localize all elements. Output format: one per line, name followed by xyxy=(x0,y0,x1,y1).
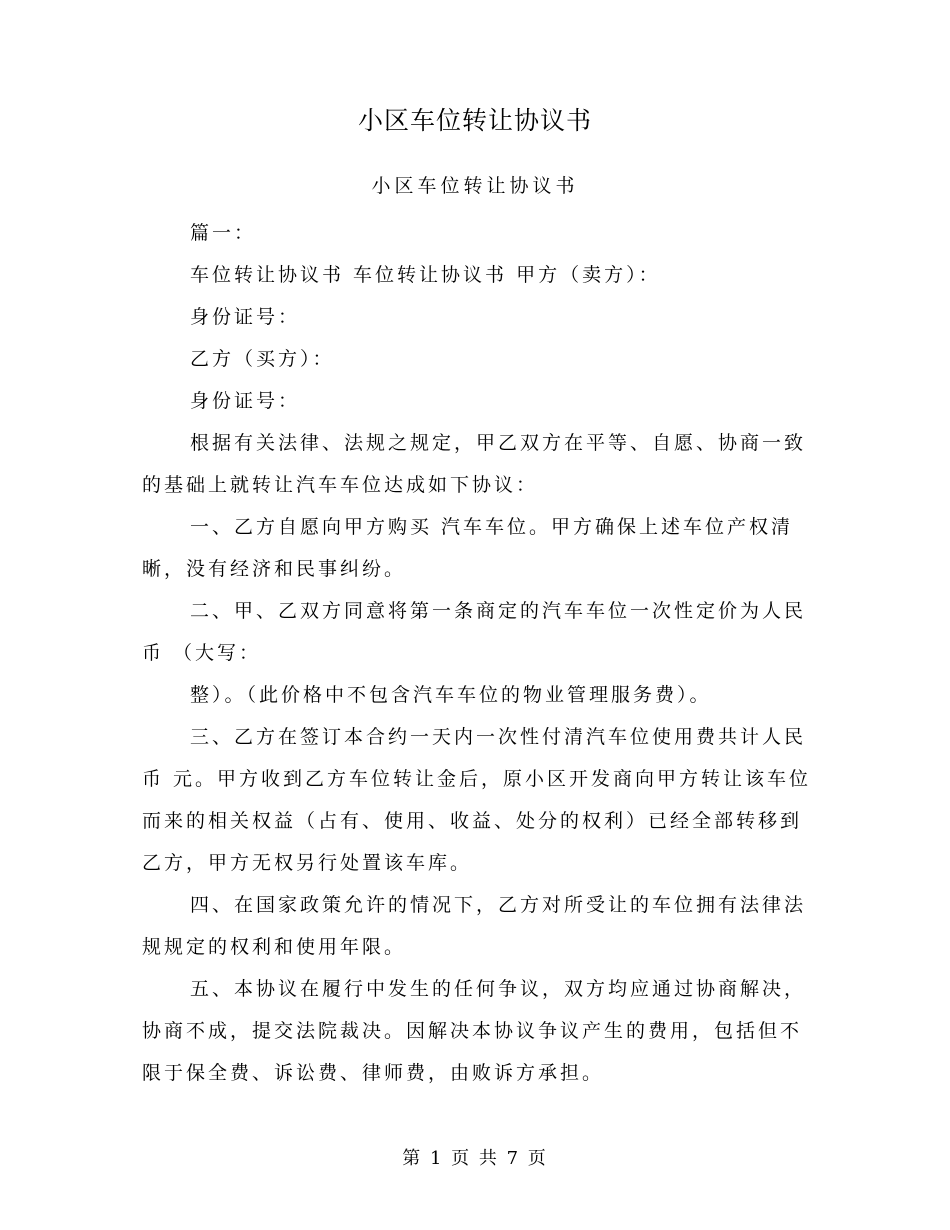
body-line: 二、甲、乙双方同意将第一条商定的汽车车位一次性定价为人民 xyxy=(190,600,807,622)
body-line: 限于保全费、诉讼费、律师费，由败诉方承担。 xyxy=(142,1062,605,1084)
body-line: 乙方，甲方无权另行处置该车库。 xyxy=(142,852,473,874)
body-line: 身份证号： xyxy=(190,306,301,328)
document-title: 小区车位转让协议书 xyxy=(357,106,592,135)
body-line: 协商不成，提交法院裁决。因解决本协议争议产生的费用，包括但不 xyxy=(142,1020,803,1042)
body-line: 五、本协议在履行中发生的任何争议，双方均应通过协商解决， xyxy=(190,978,807,1000)
body-line: 身份证号： xyxy=(190,390,301,412)
body-line: 车位转让协议书 车位转让协议书 甲方（卖方）： xyxy=(190,264,661,286)
document-body xyxy=(142,212,812,1094)
body-line: 三、乙方在签订本合约一天内一次性付清汽车位使用费共计人民 xyxy=(190,726,807,748)
body-line: 币 （大写： xyxy=(142,642,262,664)
body-line: 四、在国家政策允许的情况下，乙方对所受让的车位拥有法律法 xyxy=(190,894,807,916)
body-line: 晰，没有经济和民事纠纷。 xyxy=(142,558,407,580)
body-line: 整）。（此价格中不包含汽车车位的物业管理服务费）。 xyxy=(190,684,712,706)
body-line: 而来的相关权益（占有、使用、收益、处分的权利）已经全部转移到 xyxy=(142,810,803,832)
document-subtitle: 小区车位转让协议书 xyxy=(371,175,579,197)
body-line: 一、乙方自愿向甲方购买 汽车车位。甲方确保上述车位产权清 xyxy=(190,516,794,538)
body-line: 篇一： xyxy=(190,222,257,244)
page-number: 第 1 页 共 7 页 xyxy=(402,1148,548,1169)
body-line: 根据有关法律、法规之规定，甲乙双方在平等、自愿、协商一致 xyxy=(190,432,807,454)
body-line: 的基础上就转让汽车车位达成如下协议： xyxy=(142,474,539,496)
body-line: 币 元。甲方收到乙方车位转让金后，原小区开发商向甲方转让该车位 xyxy=(142,768,812,790)
body-line: 乙方（买方）： xyxy=(190,348,335,370)
body-line: 规规定的权利和使用年限。 xyxy=(142,936,407,958)
